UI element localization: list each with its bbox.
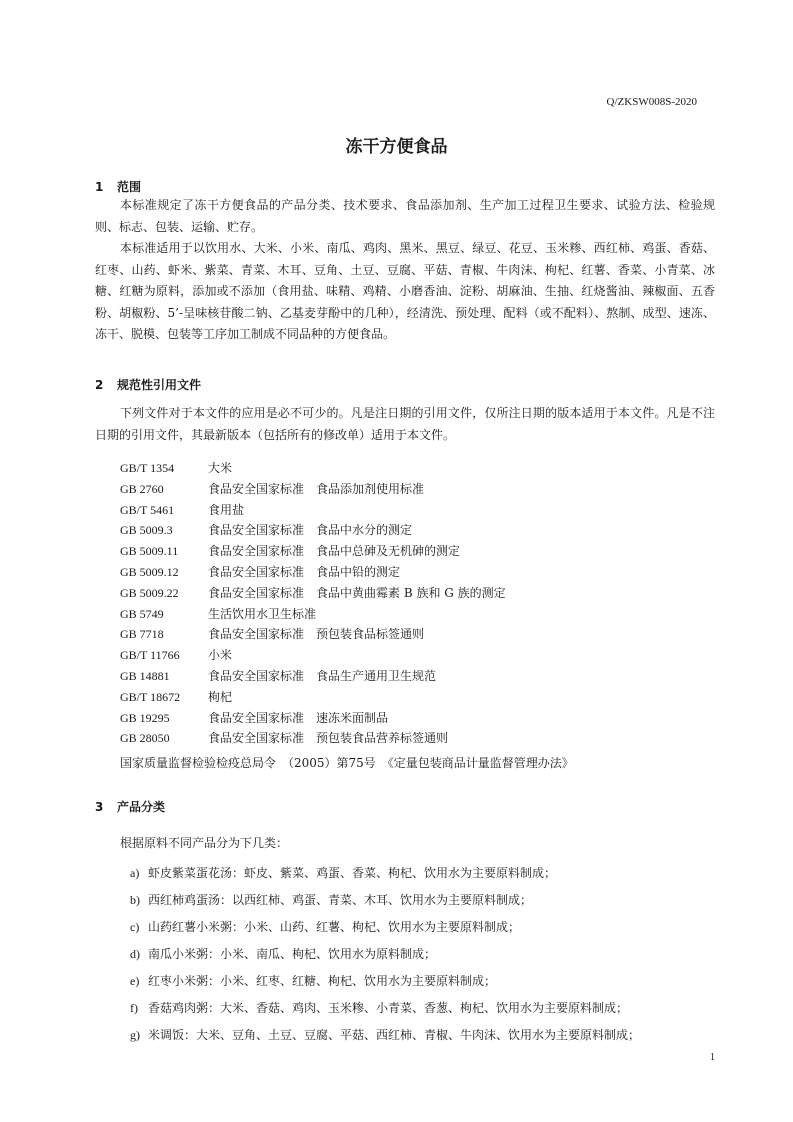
reference-item [120,624,506,645]
section-number: 3 [95,800,104,814]
list-marker: a) [130,866,140,880]
reference-name: 食品安全国家标准 预包装食品营养标签通则 [208,731,449,746]
reference-code: GB 5009.11 [120,544,179,559]
scope-paragraph-2: 本标准适用于以饮用水、大米、小米、南瓜、鸡肉、黑米、黑豆、绿豆、花豆、玉米糁、西红柿、鸡蛋、香菇、红枣、山药、虾米、紫菜、青菜、木耳、豆角、土豆、豆腐、平菇、青椒、牛肉沫、枸杞、红薯、香菜、小青菜、冰糖、红糖为原料，添加或不添加（食用盐、味精、鸡精、小磨香油、淀粉、胡麻油、生抽、红烧酱油、辣椒面、五香粉、胡椒粉、5’-呈味核苷酸二钠、乙基麦芽酚中的几种），经清洗、预处理、配料（或不配料）、熬制、成型、速冻、冻干、脱模、包装等工序加工制成不同品种的方便食品。 [95,241,715,341]
reference-code: GB/T 18672 [120,689,181,704]
category-list [130,860,730,1049]
list-text: 山药红薯小米粥：小米、山药、红薯、枸杞、饮用水为主要原料制成； [148,920,521,934]
reference-item [120,687,506,708]
section-title: 规范性引用文件 [117,378,202,392]
reference-code: GB 28050 [120,731,170,746]
list-marker: e) [130,974,140,988]
list-item [130,995,730,1022]
normative-refs-intro: 下列文件对于本文件的应用是必不可少的。凡是注日期的引用文件，仅所注日期的版本适用于本文件。凡是不注日期的引用文件，其最新版本（包括所有的修改单）适用于本文件。 [95,406,715,442]
list-marker: b) [130,893,140,907]
reference-code: GB 5009.3 [120,523,173,538]
section-title: 范围 [117,180,142,194]
list-text: 南瓜小米粥：小米、南瓜、枸杞、饮用水为原料制成； [148,947,437,961]
decree-reference: 国家质量监督检验检疫总局令 （2005）第75号 《定量包装商品计量监督管理办法》 [120,756,574,770]
reference-code: GB 5749 [120,606,164,621]
reference-name: 食品安全国家标准 食品中水分的测定 [208,523,413,538]
reference-item [120,728,506,749]
reference-item [120,479,506,500]
reference-item [120,458,506,479]
list-text: 香菇鸡肉粥：大米、香菇、鸡肉、玉米糁、小青菜、香葱、枸杞、饮用水为主要原料制成； [148,1001,629,1015]
list-text: 米调饭：大米、豆角、土豆、豆腐、平菇、西红柿、青椒、牛肉沫、饮用水为主要原料制成； [148,1028,641,1042]
reference-name: 生活饮用水卫生标准 [208,606,317,621]
standard-number: Q/ZKSW008S-2020 [606,96,697,108]
reference-code: GB 5009.22 [120,585,179,600]
reference-item [120,500,506,521]
reference-name: 食品安全国家标准 食品添加剂使用标准 [208,481,425,496]
reference-name: 大米 [208,461,233,475]
reference-name: 食品安全国家标准 速冻米面制品 [208,710,389,725]
list-marker: f) [130,1001,138,1015]
reference-code: GB/T 5461 [120,502,175,517]
reference-name: 食品安全国家标准 预包装食品标签通则 [208,627,425,642]
reference-name: 小米 [208,648,233,663]
section-heading-classification [95,798,165,815]
reference-item [120,562,506,583]
reference-name: 食品安全国家标准 食品中总砷及无机砷的测定 [208,544,461,559]
section-number: 2 [95,378,104,392]
reference-name: 食品安全国家标准 食品生产通用卫生规范 [208,668,437,683]
reference-item [120,520,506,541]
reference-name: 食用盐 [208,502,245,517]
reference-code: GB 19295 [120,710,170,725]
section-heading-scope [95,178,141,195]
list-item [130,968,730,995]
reference-code: GB 7718 [120,627,164,642]
list-text: 西红柿鸡蛋汤：以西红柿、鸡蛋、青菜、木耳、饮用水为主要原料制成； [148,893,533,907]
reference-item [120,604,506,625]
list-marker: g) [130,1028,140,1042]
section-heading-normative-refs [95,376,201,393]
list-marker: d) [130,947,140,961]
document-title: 冻干方便食品 [345,137,448,157]
section-number: 1 [95,180,104,194]
classification-intro: 根据原料不同产品分为下几类： [120,836,289,850]
reference-item [120,708,506,729]
scope-paragraph-1: 本标准规定了冻干方便食品的产品分类、技术要求、食品添加剂、生产加工过程卫生要求、试验方法、检验规则、标志、包装、运输、贮存。 [95,198,715,234]
reference-item [120,645,506,666]
reference-list [120,458,506,749]
list-item [130,1022,730,1049]
reference-name: 枸杞 [208,689,233,704]
reference-code: GB 5009.12 [120,564,179,579]
reference-item [120,541,506,562]
reference-code: GB/T 1354 [120,461,175,475]
reference-item [120,666,506,687]
reference-code: GB 14881 [120,668,170,683]
reference-code: GB/T 11766 [120,648,180,663]
list-item [130,887,730,914]
list-item [130,860,730,887]
reference-code: GB 2760 [120,481,164,496]
list-item [130,941,730,968]
reference-name: 食品安全国家标准 食品中铅的测定 [208,564,401,579]
list-marker: c) [130,920,140,934]
list-item [130,914,730,941]
reference-name: 食品安全国家标准 食品中黄曲霉素 B 族和 G 族的测定 [208,585,506,600]
section-title: 产品分类 [117,800,166,814]
list-text: 虾皮紫菜蛋花汤：虾皮、紫菜、鸡蛋、香菜、枸杞、饮用水为主要原料制成； [148,866,557,880]
reference-item [120,583,506,604]
list-text: 红枣小米粥：小米、红枣、红糖、枸杞、饮用水为主要原料制成； [148,974,497,988]
page-number: 1 [710,1052,715,1063]
